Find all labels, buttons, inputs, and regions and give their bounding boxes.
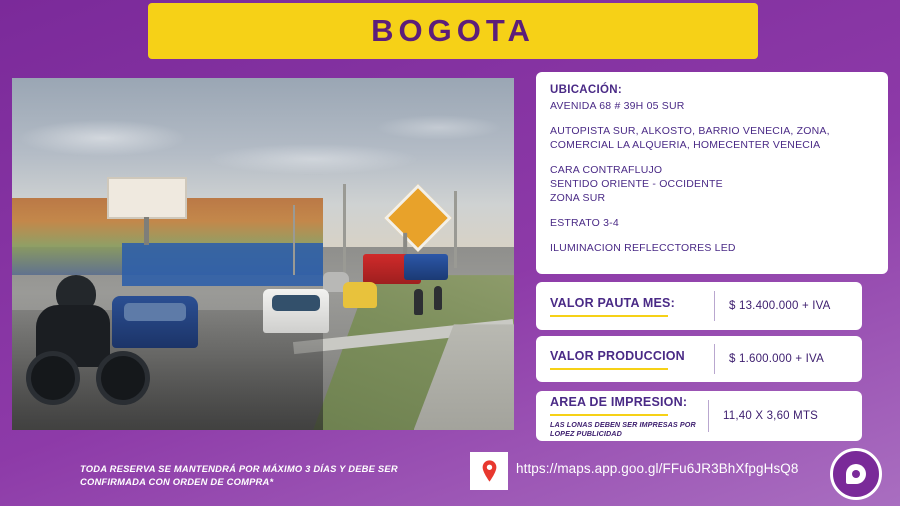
photo-clouds (12, 96, 514, 202)
photo-light-pole (454, 191, 457, 268)
zone: ZONA SUR (550, 192, 606, 204)
company-logo-icon (846, 464, 866, 484)
label-underline (550, 315, 668, 317)
price-row-production (536, 336, 862, 382)
map-pin-icon (482, 460, 497, 482)
location-address: AVENIDA 68 # 39H 05 SUR (550, 100, 685, 112)
references-block (550, 124, 874, 152)
photo-pedestrian (434, 286, 442, 310)
label-underline (550, 368, 668, 370)
direction: SENTIDO ORIENTE - OCCIDENTE (550, 178, 723, 190)
photo-motorcycle (22, 275, 152, 405)
location-heading: UBICACIÓN: (550, 84, 622, 96)
lighting: ILUMINACION REFLECCTORES LED (550, 242, 736, 254)
price-row-print-area (536, 391, 862, 441)
price-label-wrap (536, 349, 714, 370)
face-type: CARA CONTRAFLUJO (550, 164, 663, 176)
photo-wheel (26, 351, 80, 405)
map-link[interactable]: https://maps.app.goo.gl/FFu6JR3BhXfpgHsQ8 (516, 461, 799, 476)
stratum-block (550, 216, 874, 230)
company-logo (830, 448, 882, 500)
stratum: ESTRATO 3-4 (550, 217, 619, 229)
photo-bus (404, 254, 448, 280)
location-block (550, 84, 874, 113)
photo-pedestrian (414, 289, 423, 315)
price-value: $ 13.400.000 + IVA (729, 300, 831, 312)
title-banner (148, 3, 758, 59)
photo-billboard (107, 177, 186, 220)
photo-light-pole (343, 184, 346, 276)
photo-car (343, 282, 377, 308)
price-label-wrap (536, 395, 708, 438)
location-info-card (536, 72, 888, 274)
label-underline (550, 414, 668, 416)
price-value: $ 1.600.000 + IVA (729, 353, 824, 365)
orientation-block (550, 163, 874, 205)
price-value-wrap (709, 410, 862, 422)
reservation-note: TODA RESERVA SE MANTENDRÁ POR MÁXIMO 3 DÍAS Y DEBE SER CONFIRMADA CON ORDEN DE COMPRA* (80, 463, 398, 487)
lighting-block (550, 241, 874, 255)
price-row-monthly (536, 282, 862, 330)
site-photo (12, 78, 514, 430)
price-label-wrap (536, 296, 714, 317)
location-references: AUTOPISTA SUR, ALKOSTO, BARRIO VENECIA, ZONA, COMERCIAL LA ALQUERIA, HOMECENTER VENECIA (550, 125, 830, 151)
price-label: AREA DE IMPRESION: (550, 394, 688, 409)
print-note: LAS LONAS DEBEN SER IMPRESAS POR LOPEZ PUBLICIDAD (550, 419, 696, 438)
price-label: VALOR PRODUCCION (550, 348, 685, 363)
price-value-wrap (715, 300, 862, 312)
photo-car (263, 289, 329, 333)
photo-light-pole (293, 205, 295, 275)
price-value-wrap (715, 353, 862, 365)
page-title: BOGOTA (371, 13, 535, 48)
price-value: 11,40 X 3,60 MTS (723, 410, 819, 422)
map-pin-box (470, 452, 508, 490)
price-label: VALOR PAUTA MES: (550, 295, 675, 310)
photo-wheel (96, 351, 150, 405)
